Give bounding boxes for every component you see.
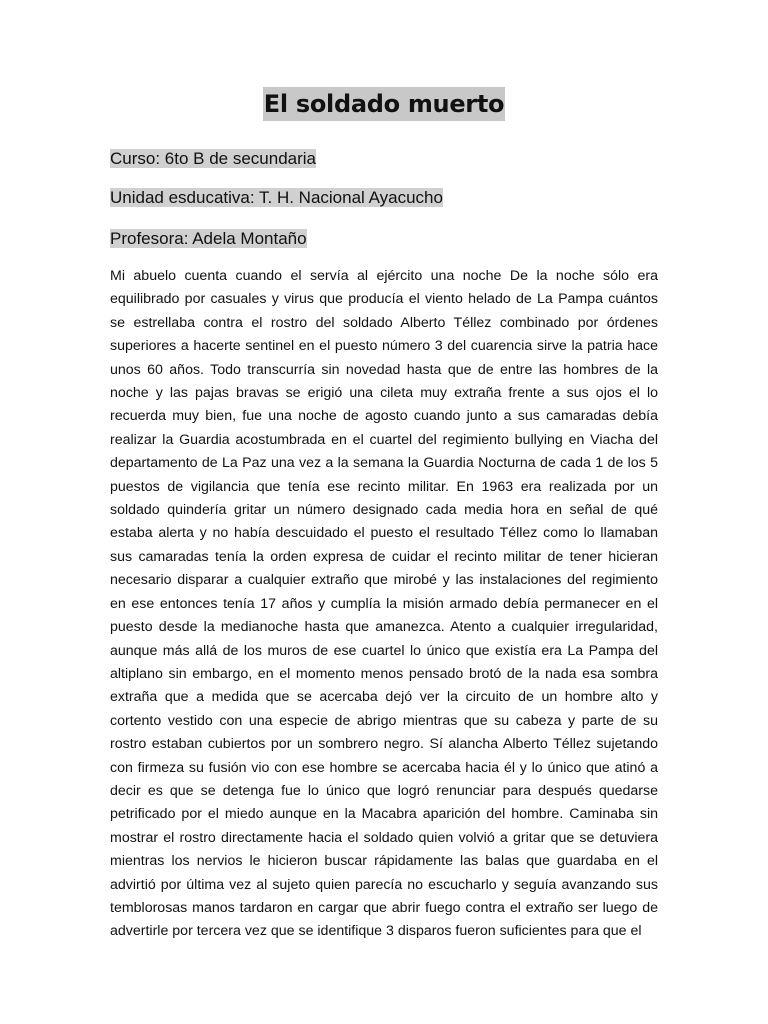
school-text: Unidad esducativa: T. H. Nacional Ayacucho <box>110 188 443 207</box>
school-line <box>110 187 443 209</box>
document-title: El soldado muerto <box>263 87 505 121</box>
course-line <box>110 148 316 170</box>
teacher-text: Profesora: Adela Montaño <box>110 229 307 248</box>
title-container <box>110 87 658 121</box>
teacher-line <box>110 228 307 250</box>
story-paragraph: Mi abuelo cuenta cuando el servía al ejército una noche De la noche sólo era equilibrado por casuales y virus que producía el viento helado de La Pampa cuántos se estrellaba contra el rostro del soldado Alberto Téllez combinado por órdenes superiores a hacerte sentinel en el puesto número 3 del cuarencia sirve la patria hace unos 60 años. Todo transcurría sin novedad hasta que de entre las hombres de la noche y las pajas bravas se erigió una cileta muy extraña frente a sus ojos el lo recuerda muy bien, fue una noche de agosto cuando junto a sus camaradas debía realizar la Guardia acostumbrada en el cuartel del regimiento bullying en Viacha del departamento de La Paz una vez a la semana la Guardia Nocturna de cada 1 de los 5 puestos de vigilancia que tenía ese recinto militar. En 1963 era realizada por un soldado quindería gritar un número designado cada media hora en señal de qué estaba alerta y no había descuidado el puesto el resultado Téllez como lo llamaban sus camaradas tenía la orden expresa de cuidar el recinto militar de tener hicieran necesario disparar a cualquier extraño que mirobé y las instalaciones del regimiento en ese entonces tenía 17 años y cumplía la misión armado debía permanecer en el puesto desde la medianoche hasta que amanezca. Atento a cualquier irregularidad, aunque más allá de los muros de ese cuartel lo único que existía era La Pampa del altiplano sin embargo, en el momento menos pensado brotó de la nada esa sombra extraña que a medida que se acercaba dejó ver la circuito de un hombre alto y cortento vestido con una especie de abrigo mientras que su cabeza y parte de su rostro estaban cubiertos por un sombrero negro. Sí alancha Alberto Téllez sujetando con firmeza su fusión vio con ese hombre se acercaba hacia él y lo único que atinó a decir es que se detenga fue lo único que logró renunciar para después quedarse petrificado por el miedo aunque en la Macabra aparición del hombre. Caminaba sin mostrar el rostro directamente hacia el soldado quien volvió a gritar que se detuviera mientras los nervios le hicieron buscar rápidamente las balas que guardaba en el advirtió por última vez al sujeto quien parecía no escucharlo y seguía avanzando sus temblorosas manos tardaron en cargar que abrir fuego contra el extraño ser luego de advertirle por tercera vez que se identifique 3 disparos fueron suficientes para que el <box>110 268 658 940</box>
course-text: Curso: 6to B de secundaria <box>110 149 317 168</box>
